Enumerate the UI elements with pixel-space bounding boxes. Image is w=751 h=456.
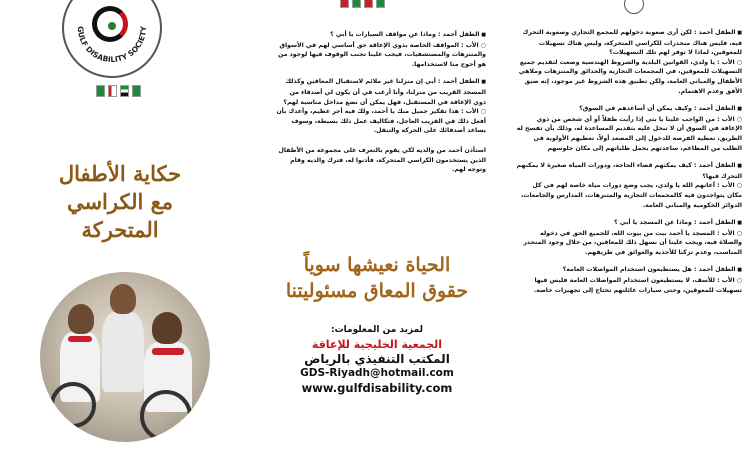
- question-text: ■ الطفل أحمد : وماذا عن المسجد يا أبي ؟: [516, 218, 742, 229]
- flag-icon: [108, 85, 117, 97]
- question-text: ■ الطفل أحمد : كيف يمكنهم قضاء الحاجة، ودورات المياه صغيرة لا يمكنهم التحرك فيها؟: [516, 161, 742, 181]
- right-qa-block: [516, 28, 742, 295]
- answer-text: ○ الأب : للأسف، لا يستطيعون استخدام المواصلات العامة فليس فيها تسهيلات للمعوقين، وحتى سيارات عائلتهم تحتاج إلى تجهيزات خاصة.: [516, 276, 742, 295]
- outro-paragraph: استأذن أحمد من والديه لكي يقوم بالتعرف على مجموعة من الأطفال الذين يستخدمون الكراسي المتحركة، فأذنوا له، فترك والديه وقام وتوجه لهم.: [278, 146, 486, 174]
- answer-text: ○ الأب : المسجد يا أحمد بيت من بيوت الله، للجميع الحق في دخوله والصلاة فيه، ويجب علينا أن نسهل ذلك للمعاقين، من خلال وجود المنحدر المناسب، وعدم تركنا للأحذية والعوائق في طريقهم.: [516, 229, 742, 258]
- contact-email[interactable]: GDS-Riyadh@hotmail.com: [300, 367, 454, 379]
- right-panel: [502, 0, 751, 456]
- top-flags: [340, 0, 385, 8]
- flag-icon: [340, 0, 349, 8]
- flag-icon: [364, 0, 373, 8]
- question-text: ■ الطفل أحمد : وكيف يمكن أن أساعدهم في السوق؟: [516, 104, 742, 115]
- slogan-line-1: الحياة نعيشها سوياً: [303, 254, 451, 276]
- small-logo-icon: [624, 0, 644, 14]
- answer-text: ○ الأب : يا ولدي، القوانين البلدية والشروط الهندسية وضعت لتقديم جميع التسهيلات للمعوقين، في المجمعات التجارية والحدائق والمتنزهات وملاهي الأطفال والمباني العامة، ولكن تطبيق هذه الشروط غير موجود، إنه ضيق الأفق وعدم الاهتمام.: [516, 58, 742, 96]
- slogan: [272, 252, 482, 304]
- story-title: [30, 160, 210, 244]
- answer-text: ○ الأب : المواقف الخاصة بذوي الإعاقة حق أساسي لهم في الأسواق والمتنزهات والمستشفيات، فيجب علينا تجنب الوقوف فيها لوجود من هو أحوج منا لاستخدامها.: [276, 41, 486, 70]
- slogan-line-2: حقوق المعاق مسئوليتنا: [285, 280, 469, 302]
- office-name: المكتب التنفيذي بالرياض: [304, 352, 450, 366]
- society-name: الجمعية الخليجية للإعاقة: [311, 338, 443, 351]
- flag-icon: [132, 85, 141, 97]
- logo-dot-icon: [108, 22, 116, 30]
- story-title-line-1: حكاية الأطفال: [58, 161, 182, 186]
- question-text: ■ الطفل أحمد : وماذا عن مواقف السيارات يا أبي ؟: [276, 30, 486, 41]
- flag-icon: [120, 85, 129, 97]
- society-logo: [62, 0, 162, 78]
- left-panel: [0, 0, 250, 456]
- answer-text: ○ الأب : من الواجب علينا يا بني إذا رأيت طفلاً أو أي شخص من ذوي الإعاقة في السوق أن لا تبخل عليه بتقديم المساعدة له، وذلك بأن تفسح له الطريق، تعطيه الفرصة للدخول إلى المصعد أولاً، تعطيهم الأولوية في الطلب من المطاعم، ساعدتهم بحمل طلباتهم إلى مكان جلوسهم: [516, 115, 742, 153]
- gulf-flags: [96, 85, 141, 97]
- more-info-label: لمزيد من المعلومات:: [330, 325, 424, 335]
- middle-panel: [252, 0, 500, 456]
- answer-text: ○ الأب : هذا تفكير جميل منك يا أحمد، ولك فيه أجر عظيم، وأعدك بأن أفعل ذلك في القريب العاجل، فتكاليف عمل ذلك بسيطة، وسوف يساعد أصدقائك على الحركة والتنقل.: [276, 107, 486, 136]
- question-text: ■ الطفل أحمد : لكن أرى صعوبة دخولهم للمجمع التجاري وصعوبة التحرك فيه، فليس هناك منحدرات للكراسي المتحركة، وليس هناك تسهيلات للمعوقين، لماذا لا توفر لهم تلك التسهيلات؟: [516, 28, 742, 58]
- story-title-line-2: مع الكراسي المتحركة: [66, 189, 174, 242]
- answer-text: ○ الأب : أعانهم الله يا ولدي، يجب وضع دورات مياه خاصة لهم في كل مكان يتواجدون فيه كالمجمعات التجارية والمتنزهات، المدارس والجامعات، الدوائر الحكومية والمباني العامة.: [516, 181, 742, 210]
- flag-icon: [376, 0, 385, 8]
- flag-icon: [96, 85, 105, 97]
- middle-qa-block: [276, 30, 486, 175]
- logo-text: GULF DISABILITY SOCIETY: [75, 25, 149, 65]
- website-link[interactable]: www.gulfdisability.com: [301, 381, 453, 395]
- flag-icon: [352, 0, 361, 8]
- question-text: ■ الطفل أحمد : هل يستطيعون استخدام المواصلات العامة؟: [516, 265, 742, 276]
- question-text: ■ الطفل أحمد : أبي إن منزلنا غير ملائم لاستقبال المعاقين وكذلك المسجد القريب من منزلنا، وأنا أرغب في أن يكون لي أصدقاء من ذوي الإعاقة في المستقبل، فهل يمكن أن نضع مداخل مناسبة لهم؟: [276, 77, 486, 107]
- children-photo: [40, 272, 210, 442]
